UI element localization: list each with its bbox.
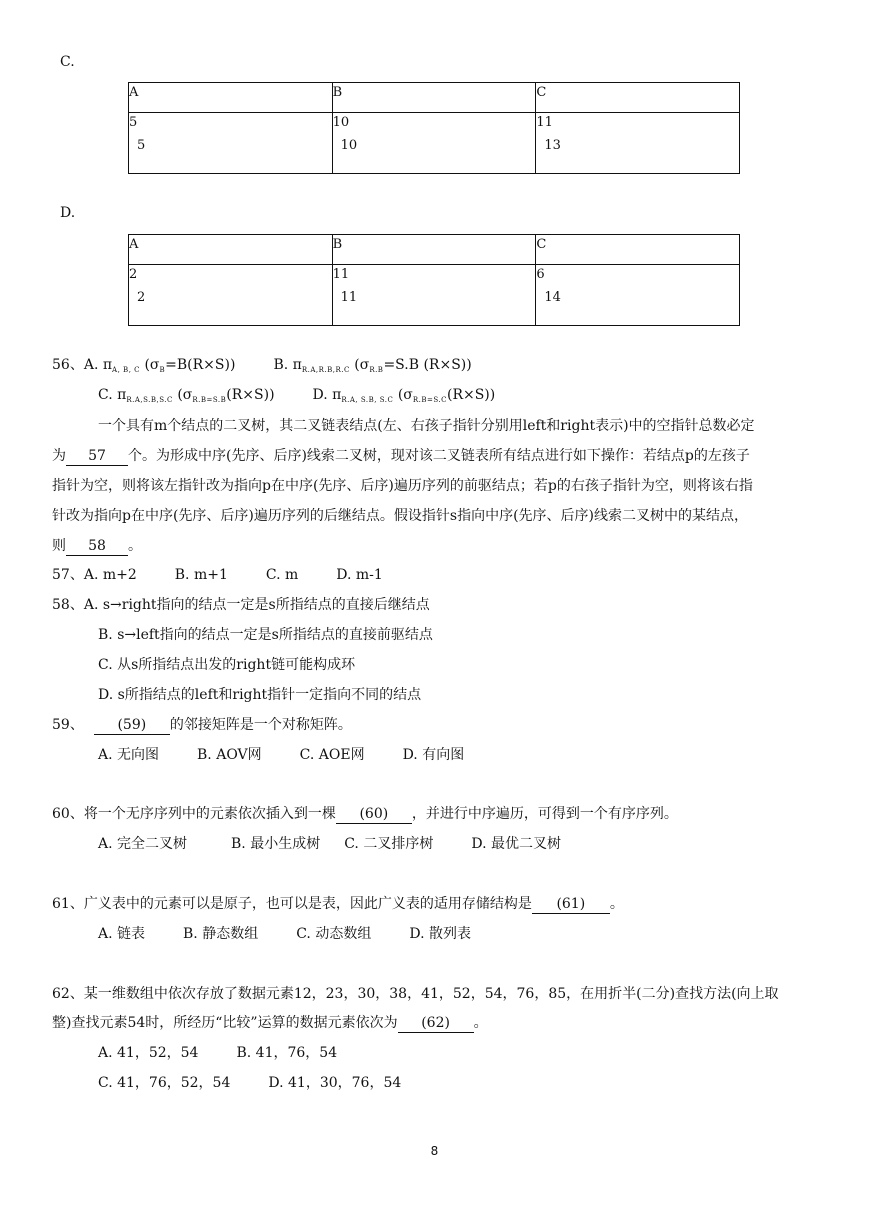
paragraph-line: 针改为指向p在中序(先序、后序)遍历序列的后继结点。假设指针s指向中序(先序、后序)线索二叉树中的某结点， [52,508,748,524]
q62-options-row-1 [98,1043,337,1063]
q56-row-1 [52,355,472,380]
q56-row-2 [98,385,495,410]
table-header-cell: A [129,235,333,265]
q58-option-d: D. s所指结点的left和right指针一定指向不同的结点 [98,687,422,703]
answer-blank-59: (59) [94,717,170,735]
paragraph-line: 一个具有m个结点的二叉树，其二叉链表结点(左、右孩子指针分别用left和right表示)中的空指针总数必定 [98,418,755,434]
q57-option-b: B. m+1 [174,567,228,583]
q61-option-a: A. 链表 [98,926,146,942]
q62-stem-line-2: 整)查找元素54时，所经历“比较”运算的数据元素依次为 (62) 。 [52,1015,488,1031]
q61-option-d: D. 散列表 [409,926,471,942]
q56-option-d: D. $\pi_{R.A, S.B, S.C}$ $(\sigma_{R.B=S.C}(R\times S))$ [312,387,496,404]
q56-option-b: B. $\pi_{R.A,R.B,R.C}$ ($\sigma_{R.B}=S.B$ (R×S)) [273,357,472,374]
q59-options [98,745,464,765]
table-cell: 6 14 [536,265,740,326]
table-header-cell: B [332,83,536,113]
question-number: 56、 [52,357,84,373]
q57-option-d: D. m-1 [336,567,383,583]
question-number: 59、 [52,717,84,733]
q59-option-a: A. 无向图 [98,747,160,763]
q61-option-b: B. 静态数组 [183,926,259,942]
q61-options [98,924,471,944]
q59-option-b: B. AOV网 [197,747,262,763]
table-cell: 5 5 [129,113,333,174]
answer-blank-62: (62) [398,1015,474,1033]
q60-option-c: C. 二叉排序树 [344,836,434,852]
q57-options [52,565,383,585]
question-number: 58、 [52,597,84,613]
table-cell: 11 13 [536,113,740,174]
q60-option-a: A. 完全二叉树 [98,836,188,852]
q59-option-c: C. AOE网 [299,747,365,763]
q57-option-a: A. m+2 [83,567,137,583]
table-cell: 2 2 [129,265,333,326]
answer-blank-61: (61) [532,896,610,914]
q56-option-a: A. $\pi_{A, B, C}$ $(\sigma_B=B(R\times S))$ [83,357,236,374]
q58-row-a [52,595,430,615]
table-cell: 11 11 [332,265,536,326]
q58-option-b: B. s→left指向的结点一定是s所指结点的直接前驱结点 [98,627,433,643]
q62-option-c: C. 41，76，52，54 [98,1075,231,1091]
q62-option-a: A. 41，52，54 [98,1045,199,1061]
q60-stem: 60、将一个无序序列中的元素依次插入到一棵 (60) ，并进行中序遍历，可得到一个有序序列。 [52,806,678,822]
table-option-d [128,234,740,326]
q62-option-b: B. 41，76，54 [236,1045,338,1061]
q56-option-c: C. $\pi_{R.A,S.B,S.C}$ $(\sigma_{R.B=S.B}(R\times S))$ [98,387,275,404]
answer-blank-57: 57 [66,448,128,466]
table-header-cell: B [332,235,536,265]
paragraph-line: 指针为空，则将该左指针改为指向p在中序(先序、后序)遍历序列的前驱结点；若p的右孩子指针为空，则将该右指 [52,478,753,494]
q62-options-row-2 [98,1073,401,1093]
q59-stem: 59、 (59) 的邻接矩阵是一个对称矩阵。 [52,717,352,733]
q61-stem: 61、广义表中的元素可以是原子，也可以是表，因此广义表的适用存储结构是 (61) 。 [52,896,624,912]
table-cell: 10 10 [332,113,536,174]
table-header-cell: A [129,83,333,113]
answer-blank-58: 58 [66,538,128,556]
q60-option-d: D. 最优二叉树 [471,836,561,852]
question-number: 57、 [52,567,84,583]
option-d-label: D. [60,205,76,221]
q60-options [98,834,561,854]
paragraph-line: 则 58 。 [52,538,142,554]
q61-option-c: C. 动态数组 [296,926,372,942]
q58-option-c: C. 从s所指结点出发的right链可能构成环 [98,657,356,673]
table-header-cell: C [536,235,740,265]
option-c-label: C. [60,54,75,70]
q62-stem-line-1: 62、某一维数组中依次存放了数据元素12，23，30，38，41，52，54，76，85，在用折半(二分)查找方法(向上取 [52,986,779,1002]
paragraph-line: 为 57 个。为形成中序(先序、后序)线索二叉树，现对该二叉链表所有结点进行如下操作：若结点p的左孩子 [52,448,750,464]
table-header-cell: C [536,83,740,113]
q60-option-b: B. 最小生成树 [231,836,321,852]
answer-blank-60: (60) [336,806,412,824]
q57-option-c: C. m [265,567,299,583]
table-option-c [128,82,740,174]
q58-option-a: A. s→right指向的结点一定是s所指结点的直接后继结点 [83,597,430,613]
page-number: 8 [430,1144,439,1158]
q62-option-d: D. 41，30，76，54 [268,1075,402,1091]
q59-option-d: D. 有向图 [402,747,465,763]
